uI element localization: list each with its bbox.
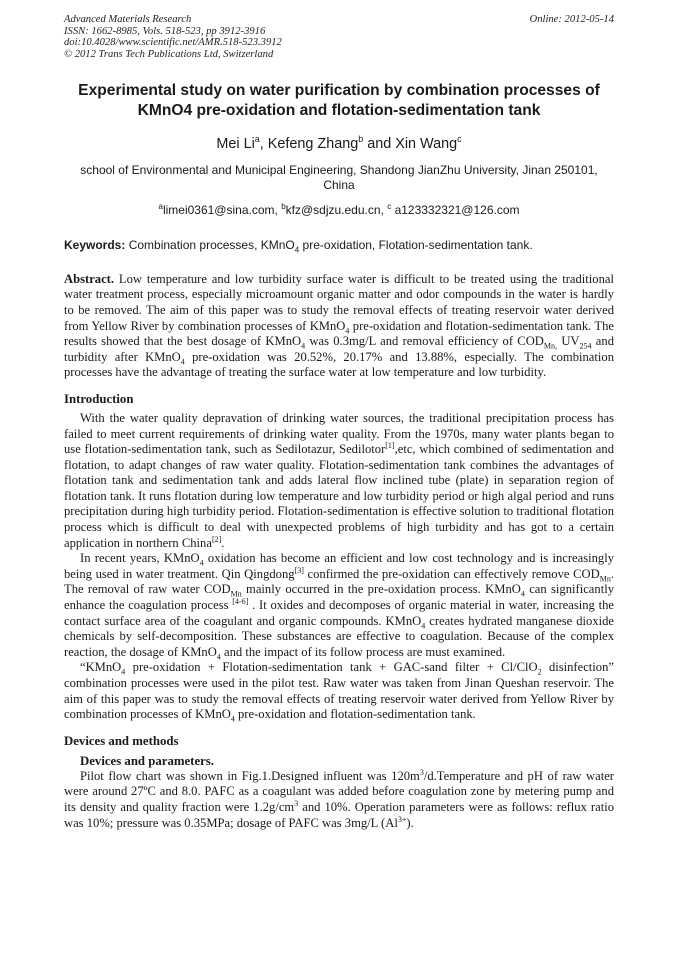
subscript: 4 [230, 714, 235, 724]
online-date: Online: 2012-05-14 [529, 14, 614, 25]
author-separator: , [259, 136, 268, 153]
author-superscript: a [254, 134, 260, 145]
affiliation: school of Environmental and Municipal Engineering, Shandong JianZhu University, Jinan 250101, China [80, 163, 598, 193]
subscript: Mn [230, 589, 242, 599]
abstract-label: Abstract. [64, 271, 115, 286]
subscript: 2 [537, 667, 542, 677]
superscript: 3 [294, 798, 299, 808]
subscript: 4 [520, 589, 525, 599]
email-link[interactable]: a123332321@126.com [394, 203, 520, 218]
subsection-heading-devices: Devices and parameters. [80, 753, 214, 768]
email-link[interactable]: limei0361@sina.com, [162, 203, 278, 218]
paragraph-text: creates hydrated manganese dioxide chemicals by self-decomposition. These substances are effective to coagulation. Because of the complex reaction, the dosage of KMnO [64, 613, 615, 659]
paper-title [64, 81, 614, 121]
section-heading-devices: Devices and methods [64, 733, 179, 748]
subscript: 4 [121, 667, 126, 677]
citation-ref[interactable]: [3] [294, 565, 304, 575]
citation-ref[interactable]: [4-6] [232, 596, 249, 606]
subscript: Mn, [543, 341, 558, 351]
author-name: Xin Wang [395, 136, 458, 153]
journal-copyright: © 2012 Trans Tech Publications Ltd, Switzerland [64, 48, 274, 60]
abstract [64, 272, 614, 381]
email-superscript: b [281, 202, 286, 212]
abstract-text: Low temperature and low turbidity surface water is difficult to be treated using the traditional water treatment process, especially microamount organic matter and odor compounds in the water is hardly to be removed. The aim of this paper was to study the removal effects of treating reservoir water derived from Yellow River by combination processes of KMnO [64, 271, 614, 333]
superscript: 3+ [397, 814, 407, 824]
abstract-text: and turbidity after KMnO [64, 334, 614, 364]
paragraph-text: In recent years, KMnO [80, 551, 200, 566]
keywords-label: Keywords: [64, 238, 126, 253]
paragraph-text: mainly occurred in the pre-oxidation process. KMnO [241, 582, 521, 597]
subscript: 4 [345, 326, 350, 336]
email-superscript: a [158, 202, 163, 212]
paragraph-text: confirmed the pre-oxidation can effectively remove COD [303, 566, 600, 581]
keywords [64, 238, 614, 257]
paragraph-text: and 10%. Operation parameters were as follows: reflux ratio was 10%; pressure was 0.35MPa; dosage of PAFC was 3mg/L (Al [64, 799, 614, 830]
author-superscript: b [358, 134, 364, 145]
citation-ref[interactable]: [1] [385, 440, 395, 450]
paragraph-text: can significantly enhance the coagulation process [64, 582, 614, 613]
author-superscript: c [457, 134, 462, 145]
intro-paragraph-3 [64, 660, 614, 722]
subscript: 254 [579, 341, 592, 351]
paragraph-text: . The removal of raw water COD [64, 566, 614, 597]
subscript: 4 [199, 558, 204, 568]
intro-paragraph-2 [64, 551, 614, 660]
paragraph-text: With the water quality depravation of drinking water sources, the traditional precipitation process has failed to meet current requirements of drinking water quality. From the 1970s, many water plants began to use flotation-sedimentation tank, such as Sedilotazur, Sedilotor [64, 410, 614, 457]
email-superscript: c [387, 202, 392, 212]
author-emails [64, 199, 614, 218]
title-line-2: KMnO4 pre-oxidation and flotation-sedimentation tank [137, 102, 541, 120]
email-link[interactable]: kfz@sdjzu.edu.cn, [285, 203, 384, 218]
intro-paragraph-1 [64, 411, 614, 551]
subscript: 4 [301, 341, 306, 351]
paragraph-text: “KMnO [80, 660, 122, 675]
journal-name: Advanced Materials Research [64, 14, 192, 25]
subscript: 4 [216, 652, 221, 662]
journal-doi: doi:10.4028/www.scientific.net/AMR.518-523.3912 [64, 37, 282, 49]
paragraph-text: pre-oxidation + Flotation-sedimentation tank + GAC-sand filter + Cl/ClO [125, 660, 538, 675]
citation-ref[interactable]: [2] [211, 534, 222, 544]
author-name: Kefeng Zhang [267, 136, 359, 153]
paragraph-text: disinfection” combination processes were used in the pilot test. Raw water was taken from Jinan Queshan reservoir. The aim of this paper was to study the removal effects of treating reservoir water derived from Yellow River by combination processes of KMnO [64, 660, 614, 722]
paper-page [64, 14, 614, 831]
journal-issn: ISSN: 1662-8985, Vols. 518-523, pp 3912-3916 [64, 25, 266, 37]
abstract-text: pre-oxidation and flotation-sedimentation tank. The results showed that the best dosage of KMnO [64, 318, 614, 349]
author-name: Mei Li [216, 136, 255, 153]
paragraph-text: oxidation has become an efficient and low cost technology and is increasingly being used in water treatment. Qin Qingdong [64, 551, 614, 581]
abstract-text: was 0.3mg/L and removal efficiency of COD [305, 334, 544, 349]
paragraph-text: . It oxides and decomposes of organic material in water, increasing the contact surface area of the coagulant and organic compounds. KMnO [64, 598, 614, 628]
superscript: 3 [419, 767, 424, 777]
devices-paragraph-1 [64, 769, 614, 831]
paragraph-text: pre-oxidation and flotation-sedimentation tank. [234, 707, 476, 722]
title-line-1: Experimental study on water purification by combination processes of [78, 82, 600, 100]
paragraph-text: Pilot flow chart was shown in Fig.1.Designed influent was 120m [80, 768, 420, 783]
paragraph-text: . [221, 535, 225, 550]
keywords-text: Combination processes, KMnO [125, 238, 295, 253]
subscript: Mn [599, 574, 611, 584]
keywords-text: pre-oxidation, Flotation-sedimentation tank. [299, 238, 533, 253]
author-list [64, 130, 614, 153]
section-heading-introduction: Introduction [64, 391, 134, 406]
subscript: 4 [294, 245, 300, 255]
subscript: 4 [180, 357, 185, 367]
abstract-text: pre-oxidation was 20.52%, 20.17% and 13.88%, especially. The combination processes have the advantage of treating the surface water at low temperature and low turbidity. [64, 349, 614, 380]
paragraph-text: ). [406, 815, 414, 830]
paragraph-text: and the impact of its follow process are must examined. [220, 644, 506, 659]
author-separator: and [363, 136, 396, 153]
abstract-text: UV [557, 334, 580, 349]
journal-header [64, 14, 614, 60]
paragraph-text: /d.Temperature and pH of raw water were around 27ºC and 8.0. PAFC as a coagulant was added before coagulation zone by metering pump and its density and quality fraction were 1.2g/cm [64, 768, 614, 814]
subscript: 4 [421, 621, 426, 631]
paragraph-text: ,etc, which combined of sedimentation and flotation, to adapt changes of raw water quality. Flotation-sedimentation tank combines the advantages of flotation tank and sedimentation tank and adds lateral flow inclined tube (plate) in separation region of flotation tank. It runs flotation during low temperature and low turbidity period or high algal period and runs precipitation during high turbidity period. Flotation-sedimentation is effective solution to traditional flotation process which is difficult to deal with unexpected problems of high turbidity and has got to a certain application in northern China [64, 442, 614, 550]
